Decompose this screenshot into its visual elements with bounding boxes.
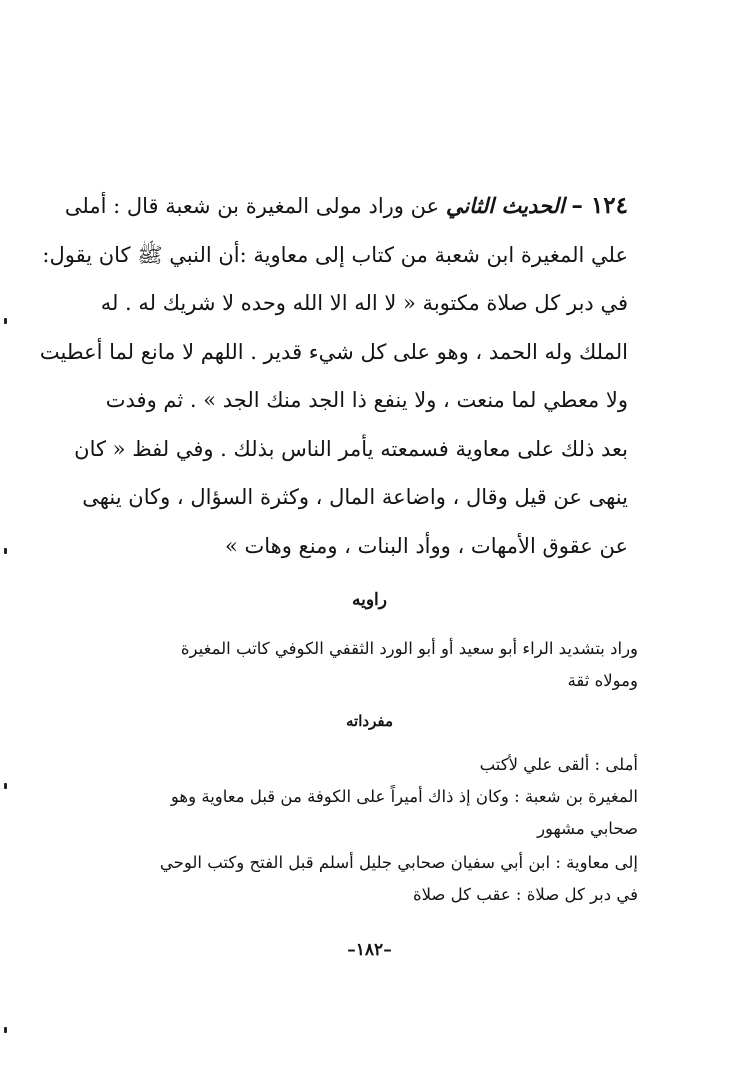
hadith-line: عن وراد مولى المغيرة بن شعبة قال : أملى [64, 194, 440, 218]
vocabulary-heading: مفرداته [346, 712, 393, 730]
vocabulary-entry: المغيرة بن شعبة : وكان إذ ذاك أميراً على الكوفة من قبل معاوية وهو [170, 787, 638, 806]
narrator-heading: راويه [352, 590, 387, 610]
hadith-line: في دبر كل صلاة مكتوبة « لا اله الا الله وحده لا شريك له . له [100, 291, 628, 315]
hadith-line: علي المغيرة ابن شعبة من كتاب إلى معاوية :أن النبي ﷺ كان يقول: [42, 242, 628, 267]
scan-mark [4, 783, 7, 789]
vocabulary-entry: إلى معاوية : ابن أبي سفيان صحابي جليل أسلم قبل الفتح وكتب الوحي [159, 853, 638, 872]
vocabulary-entry: في دبر كل صلاة : عقب كل صلاة [412, 885, 638, 904]
vocabulary-list [100, 748, 638, 910]
narrator-line: وراد بتشديد الراء أبو سعيد أو أبو الورد الثقفي الكوفي كاتب المغيرة [180, 639, 638, 658]
scan-mark [4, 1027, 7, 1033]
hadith-title: الحديث الثاني [445, 193, 565, 218]
hadith-line: ينهى عن قيل وقال ، واضاعة المال ، وكثرة السؤال ، وكان ينهى [82, 485, 628, 509]
page-number: –١٨٢– [347, 940, 392, 960]
vocabulary-entry: أملى : ألقى علي لأكتب [479, 755, 638, 774]
scan-mark [4, 548, 7, 554]
hadith-line: الملك وله الحمد ، وهو على كل شيء قدير . اللهم لا مانع لما أعطيت [39, 339, 628, 364]
hadith-line: بعد ذلك على معاوية فسمعته يأمر الناس بذلك . وفي لفظ « كان [74, 436, 628, 461]
narrator-body [108, 632, 638, 696]
hadith-line: عن عقوق الأمهات ، ووأد البنات ، ومنع وهات » [224, 533, 628, 558]
hadith-body [39, 182, 628, 570]
vocabulary-entry: صحابي مشهور [537, 819, 638, 838]
hadith-line: ولا معطي لما منعت ، ولا ينفع ذا الجد منك الجد » . ثم وفدت [105, 388, 628, 412]
hadith-first-line [64, 182, 628, 231]
hadith-number: ١٢٤ – [571, 192, 628, 219]
narrator-line: ومولاه ثقة [567, 671, 638, 690]
scan-mark [4, 318, 7, 324]
